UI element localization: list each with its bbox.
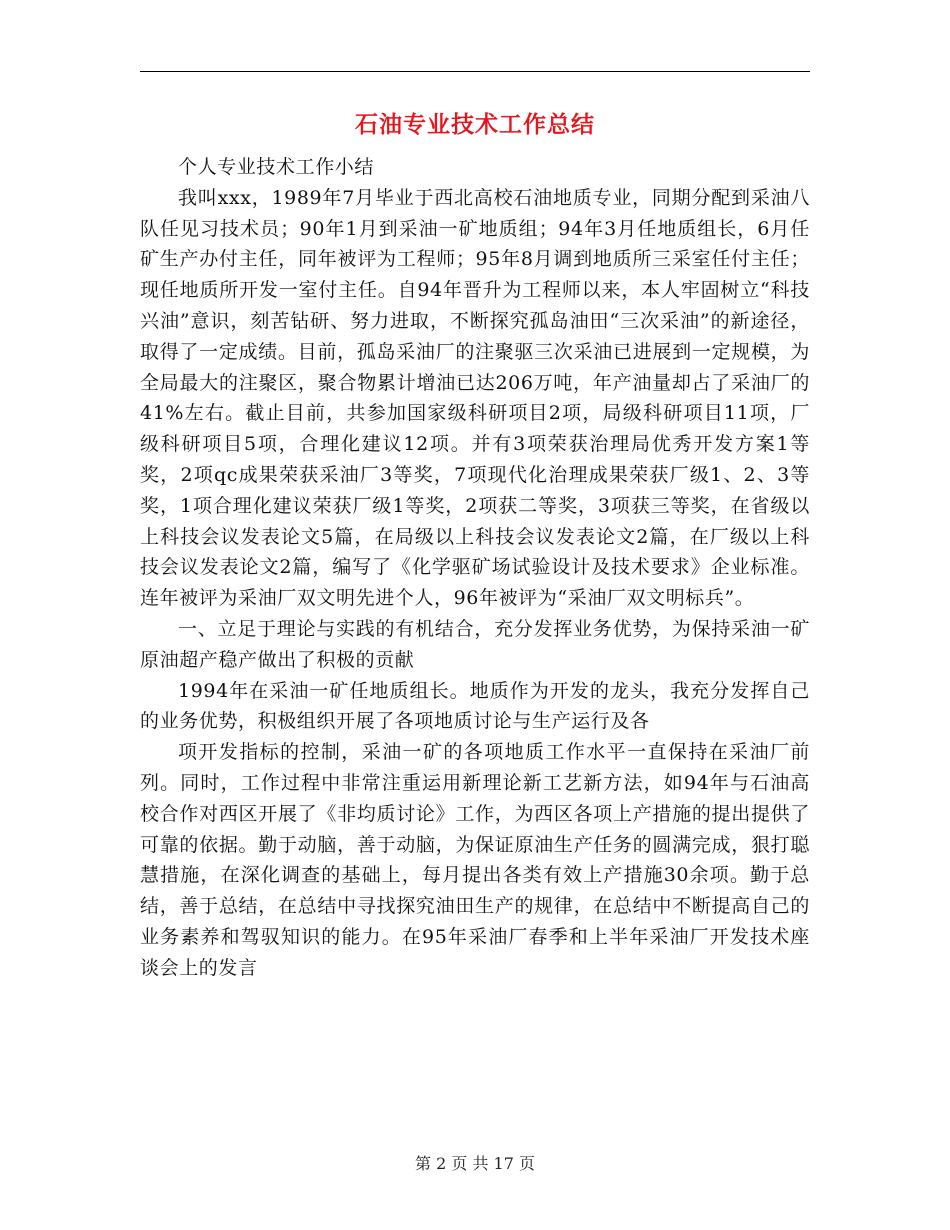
- header-rule: [140, 71, 810, 72]
- body-paragraph-1994: 1994年在采油一矿任地质组长。地质作为开发的龙头，我充分发挥自己的业务优势，积极组织开展了各项地质讨论与生产运行及各: [140, 679, 810, 733]
- body-paragraph-subtitle: 个人专业技术工作小结: [178, 156, 375, 178]
- document-title: 石油专业技术工作总结: [355, 111, 595, 138]
- page-number-footer: 第 2 页 共 17 页: [415, 1154, 535, 1173]
- document-body: [140, 152, 810, 984]
- section-heading-1: 一、立足于理论与实践的有机结合，充分发挥业务优势，为保持采油一矿原油超产稳产做出了积极的贡献: [140, 617, 810, 671]
- body-paragraph-intro: 我叫xxx，1989年7月毕业于西北高校石油地质专业，同期分配到采油八队任见习技术员；90年1月到采油一矿地质组；94年3月任地质组长，6月任矿生产办付主任，同年被评为工程师；95年8月调到地质所三采室任付主任；现任地质所开发一室付主任。自94年晋升为工程师以来，本人牢固树立“科技兴油”意识，刻苦钻研、努力进取，不断探究孤岛油田“三次采油”的新途径，取得了一定成绩。目前，孤岛采油厂的注聚驱三次采油已进展到一定规模，为全局最大的注聚区，聚合物累计增油已达206万吨，年产油量却占了采油厂的41%左右。截止目前，共参加国家级科研项目2项，局级科研项目11项，厂级科研项目5项，合理化建议12项。并有3项荣获治理局优秀开发方案1等奖，2项qc成果荣获采油厂3等奖，7项现代化治理成果荣获厂级1、2、3等奖，1项合理化建议荣获厂级1等奖，2项获二等奖，3项获三等奖，在省级以上科技会议发表论文5篇，在局级以上科技会议发表论文2篇，在厂级以上科技会议发表论文2篇，编写了《化学驱矿场试验设计及技术要求》企业标准。连年被评为采油厂双文明先进个人，96年被评为“采油厂双文明标兵”。: [140, 186, 810, 610]
- body-paragraph-continued: 项开发指标的控制，采油一矿的各项地质工作水平一直保持在采油厂前列。同时，工作过程中非常注重运用新理论新工艺新方法，如94年与石油高校合作对西区开展了《非均质讨论》工作，为西区各项上产措施的提出提供了可靠的依据。勤于动脑，善于动脑，为保证原油生产任务的圆满完成，狠打聪慧措施，在深化调查的基础上，每月提出各类有效上产措施30余项。勤于总结，善于总结，在总结中寻找探究油田生产的规律，在总结中不断提高自己的业务素养和驾驭知识的能力。在95年采油厂春季和上半年采油厂开发技术座谈会上的发言: [140, 741, 810, 979]
